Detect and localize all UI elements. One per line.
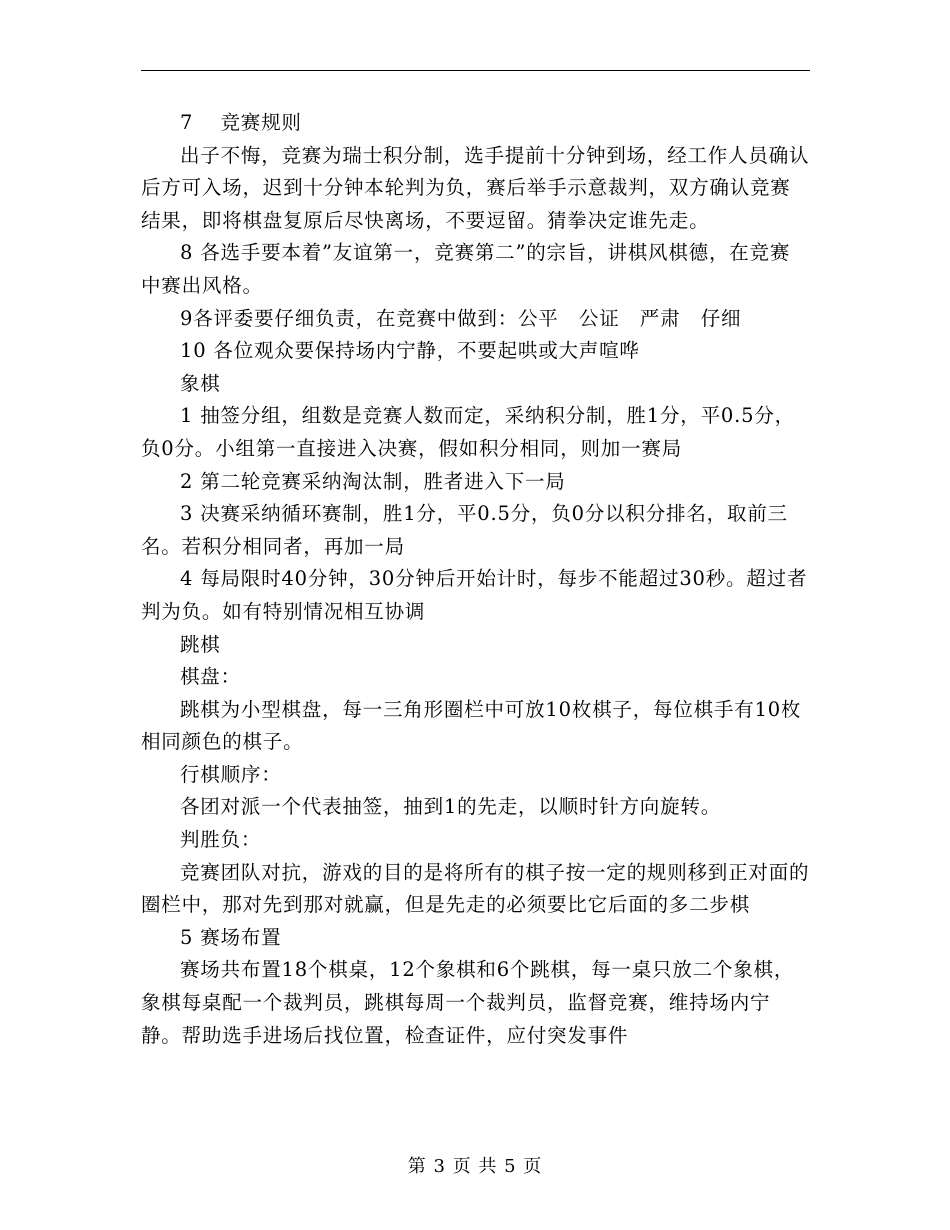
subheading-board: 棋盘： — [180, 665, 241, 689]
paragraph: 2 第二轮竞赛采纳淘汰制，胜者进入下一局 — [180, 469, 566, 493]
paragraph: 4 每局限时40分钟，30分钟后开始计时，每步不能超过30秒。超过者判为负。如有特别情况相互协调 — [141, 567, 808, 623]
paragraph: 跳棋为小型棋盘，每一三角形圈栏中可放10枚棋子，每位棋手有10枚相同颜色的棋子。 — [141, 697, 802, 754]
section-heading-venue: 5 赛场布置 — [180, 925, 282, 949]
subheading-move-order: 行棋顺序： — [180, 762, 282, 786]
paragraph: 出子不悔，竞赛为瑞士积分制，选手提前十分钟到场，经工作人员确认后方可入场，迟到十分钟本轮判为负，赛后举手示意裁判，双方确认竞赛结果，即将棋盘复原后尽快离场，不要逗留。猜拳决定谁先走。 — [141, 143, 810, 232]
paragraph: 竞赛团队对抗，游戏的目的是将所有的棋子按一定的规则移到正对面的圈栏中，那对先到那对就赢，但是先走的必须要比它后面的多二步棋 — [141, 860, 810, 917]
paragraph: 赛场共布置18个棋桌，12个象棋和6个跳棋，每一桌只放二个象棋，象棋每桌配一个裁判员，跳棋每周一个裁判员，监督竞赛，维持场内宁静。帮助选手进场后找位置，检查证件，应付突发事件 — [141, 958, 795, 1047]
paragraph: 1 抽签分组，组数是竞赛人数而定，采纳积分制，胜1分，平0.5分，负0分。小组第一直接进入决赛，假如积分相同，则加一赛局 — [141, 404, 795, 460]
section-heading-rules: 7 竞赛规则 — [180, 111, 302, 134]
header-rule — [141, 70, 810, 71]
section-heading-tiaoqi: 跳棋 — [180, 632, 221, 656]
paragraph: 10 各位观众要保持场内宁静，不要起哄或大声喧哗 — [180, 339, 640, 363]
paragraph: 9各评委要仔细负责，在竞赛中做到：公平 公证 严肃 仔细 — [180, 306, 742, 330]
page-number-footer: 第 3 页 共 5 页 — [407, 1156, 543, 1177]
paragraph: 各团对派一个代表抽签，抽到1的先走，以顺时针方向旋转。 — [180, 795, 722, 819]
subheading-win-loss: 判胜负： — [180, 828, 262, 852]
document-body — [141, 107, 810, 1052]
paragraph: 8 各选手要本着”友谊第一，竞赛第二”的宗旨，讲棋风棋德，在竞赛中赛出风格。 — [141, 241, 791, 297]
paragraph: 3 决赛采纳循环赛制，胜1分，平0.5分，负0分以积分排名，取前三名。若积分相同者，再加一局 — [141, 502, 788, 558]
section-heading-xiangqi: 象棋 — [180, 371, 221, 395]
